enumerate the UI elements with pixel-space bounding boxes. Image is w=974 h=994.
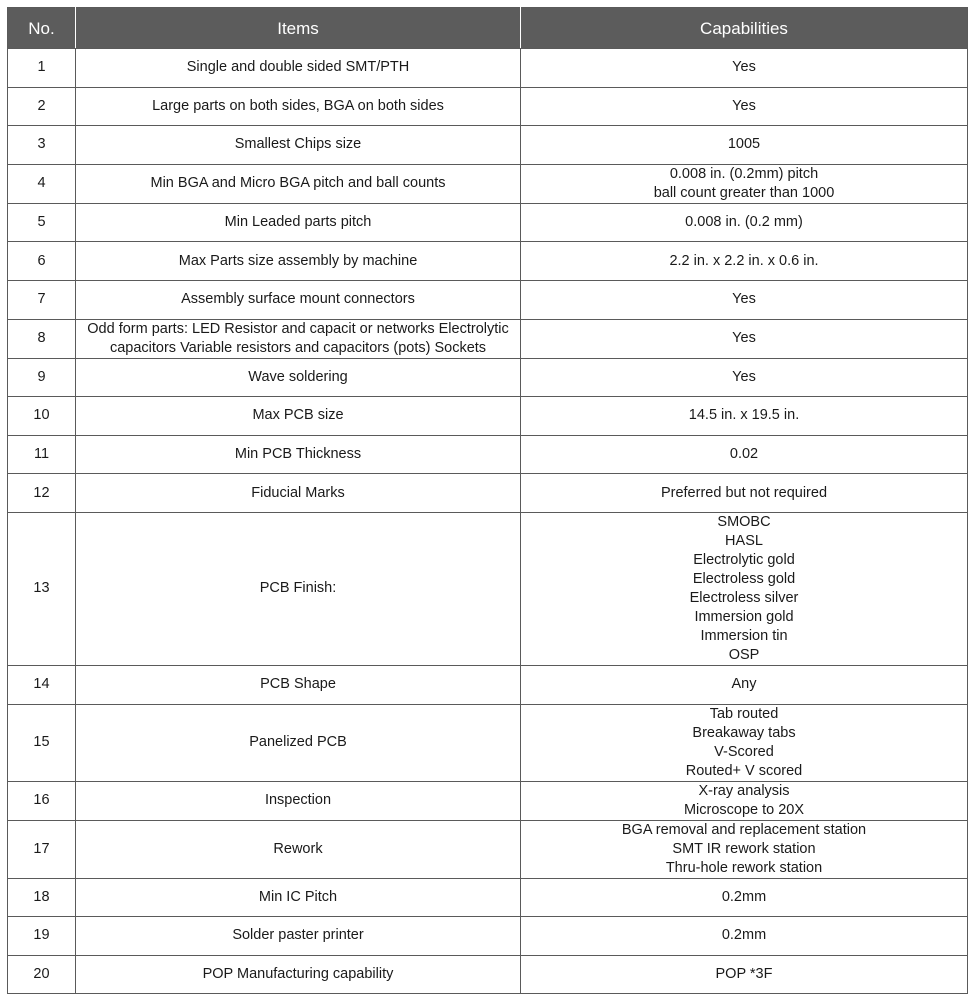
row-capability bbox=[521, 917, 968, 956]
capability-text-line: Yes bbox=[732, 330, 756, 347]
capability-text-line: Electrolytic gold bbox=[693, 551, 795, 568]
row-number: 17 bbox=[8, 820, 76, 878]
row-item bbox=[76, 955, 521, 994]
table-row bbox=[8, 87, 968, 126]
item-text-line: Min BGA and Micro BGA pitch and ball counts bbox=[150, 175, 446, 192]
row-item bbox=[76, 280, 521, 319]
capability-text-line: SMT IR rework station bbox=[672, 840, 816, 857]
row-item bbox=[76, 397, 521, 436]
item-text-line: PCB Finish: bbox=[259, 580, 337, 597]
table-row bbox=[8, 49, 968, 88]
capability-text-line: V-Scored bbox=[714, 743, 774, 760]
row-item bbox=[76, 358, 521, 397]
item-text-line: Max Parts size assembly by machine bbox=[178, 252, 418, 269]
capability-text-line: 1005 bbox=[727, 136, 761, 153]
table-row bbox=[8, 474, 968, 513]
row-capability bbox=[521, 435, 968, 474]
row-number: 5 bbox=[8, 203, 76, 242]
row-capability bbox=[521, 358, 968, 397]
capabilities-table-container bbox=[7, 7, 967, 994]
row-capability bbox=[521, 203, 968, 242]
row-number: 11 bbox=[8, 435, 76, 474]
capability-text-line: HASL bbox=[725, 532, 763, 549]
row-item bbox=[76, 474, 521, 513]
table-row bbox=[8, 917, 968, 956]
row-number: 9 bbox=[8, 358, 76, 397]
item-text-line: Fiducial Marks bbox=[251, 484, 345, 501]
table-row bbox=[8, 126, 968, 165]
row-capability bbox=[521, 474, 968, 513]
capability-text-line: OSP bbox=[728, 646, 760, 663]
row-number: 7 bbox=[8, 280, 76, 319]
table-row bbox=[8, 358, 968, 397]
row-capability bbox=[521, 164, 968, 203]
capability-text-line: Routed+ V scored bbox=[685, 762, 803, 779]
row-item bbox=[76, 87, 521, 126]
table-row bbox=[8, 820, 968, 878]
row-item bbox=[76, 242, 521, 281]
capability-text-line: Yes bbox=[732, 291, 756, 308]
capability-text-line: 14.5 in. x 19.5 in. bbox=[688, 407, 800, 424]
table-header bbox=[8, 8, 968, 49]
row-capability bbox=[521, 280, 968, 319]
capability-text-line: Any bbox=[731, 676, 757, 693]
row-item bbox=[76, 203, 521, 242]
row-item bbox=[76, 435, 521, 474]
row-number: 15 bbox=[8, 704, 76, 781]
row-number: 10 bbox=[8, 397, 76, 436]
row-item bbox=[76, 49, 521, 88]
row-item bbox=[76, 820, 521, 878]
item-text-line: Large parts on both sides, BGA on both sides bbox=[152, 97, 444, 114]
capability-text-line: POP *3F bbox=[715, 966, 773, 983]
capability-text-line: 0.02 bbox=[729, 446, 759, 463]
item-text-line: Smallest Chips size bbox=[234, 136, 362, 153]
item-text-line: Rework bbox=[273, 840, 323, 857]
row-item bbox=[76, 665, 521, 704]
row-number: 8 bbox=[8, 319, 76, 358]
row-item bbox=[76, 704, 521, 781]
capability-text-line: Immersion tin bbox=[700, 627, 788, 644]
table-row bbox=[8, 704, 968, 781]
table-row bbox=[8, 280, 968, 319]
row-number: 12 bbox=[8, 474, 76, 513]
capability-text-line: Yes bbox=[732, 59, 756, 76]
row-capability bbox=[521, 319, 968, 358]
table-row bbox=[8, 164, 968, 203]
item-text-line: Max PCB size bbox=[252, 407, 344, 424]
item-text-line: PCB Shape bbox=[260, 676, 336, 693]
capability-text-line: Microscope to 20X bbox=[683, 801, 805, 818]
column-header-capabilities: Capabilities bbox=[521, 8, 968, 49]
row-capability bbox=[521, 49, 968, 88]
row-number: 14 bbox=[8, 665, 76, 704]
table-row bbox=[8, 203, 968, 242]
table-row bbox=[8, 878, 968, 917]
item-text-line: Odd form parts: LED Resistor and capacit or networks Electrolytic bbox=[87, 320, 509, 337]
row-number: 16 bbox=[8, 781, 76, 820]
capability-text-line: Tab routed bbox=[709, 705, 779, 722]
capability-text-line: 0.008 in. (0.2mm) pitch bbox=[669, 165, 819, 182]
row-item bbox=[76, 164, 521, 203]
capability-text-line: 0.008 in. (0.2 mm) bbox=[685, 214, 803, 231]
item-text-line: Inspection bbox=[264, 792, 332, 809]
column-header-no: No. bbox=[8, 8, 76, 49]
table-row bbox=[8, 512, 968, 665]
row-capability bbox=[521, 126, 968, 165]
table-row bbox=[8, 665, 968, 704]
item-text-line: Min IC Pitch bbox=[258, 888, 338, 905]
table-row bbox=[8, 955, 968, 994]
capability-text-line: SMOBC bbox=[717, 513, 771, 530]
row-item bbox=[76, 781, 521, 820]
capability-text-line: Electroless gold bbox=[692, 570, 796, 587]
row-capability bbox=[521, 665, 968, 704]
row-capability bbox=[521, 878, 968, 917]
capability-text-line: 2.2 in. x 2.2 in. x 0.6 in. bbox=[669, 252, 819, 269]
item-text-line: capacitors Variable resistors and capacitors (pots) Sockets bbox=[109, 339, 487, 356]
capability-text-line: Electroless silver bbox=[689, 589, 799, 606]
capability-text-line: Yes bbox=[732, 97, 756, 114]
row-capability bbox=[521, 512, 968, 665]
capability-text-line: BGA removal and replacement station bbox=[621, 821, 867, 838]
capability-text-line: Breakaway tabs bbox=[692, 724, 796, 741]
table-body bbox=[8, 49, 968, 994]
item-text-line: Panelized PCB bbox=[249, 734, 347, 751]
capabilities-table bbox=[7, 7, 968, 994]
row-number: 3 bbox=[8, 126, 76, 165]
item-text-line: Solder paster printer bbox=[232, 927, 364, 944]
item-text-line: Min PCB Thickness bbox=[234, 446, 362, 463]
capability-text-line: Preferred but not required bbox=[660, 484, 828, 501]
row-number: 13 bbox=[8, 512, 76, 665]
item-text-line: POP Manufacturing capability bbox=[202, 966, 394, 983]
header-row bbox=[8, 8, 968, 49]
table-row bbox=[8, 781, 968, 820]
item-text-line: Single and double sided SMT/PTH bbox=[186, 59, 410, 76]
row-capability bbox=[521, 242, 968, 281]
row-capability bbox=[521, 820, 968, 878]
item-text-line: Assembly surface mount connectors bbox=[181, 291, 415, 308]
capability-text-line: Immersion gold bbox=[694, 608, 794, 625]
row-capability bbox=[521, 955, 968, 994]
capability-text-line: X-ray analysis bbox=[698, 782, 790, 799]
column-header-items: Items bbox=[76, 8, 521, 49]
row-item bbox=[76, 319, 521, 358]
item-text-line: Wave soldering bbox=[248, 368, 348, 385]
capability-text-line: 0.2mm bbox=[721, 888, 767, 905]
row-item bbox=[76, 878, 521, 917]
row-number: 19 bbox=[8, 917, 76, 956]
row-number: 20 bbox=[8, 955, 76, 994]
capability-text-line: ball count greater than 1000 bbox=[653, 184, 835, 201]
capability-text-line: Thru-hole rework station bbox=[665, 859, 823, 876]
table-row bbox=[8, 319, 968, 358]
row-number: 6 bbox=[8, 242, 76, 281]
row-number: 2 bbox=[8, 87, 76, 126]
table-row bbox=[8, 242, 968, 281]
row-capability bbox=[521, 87, 968, 126]
row-number: 4 bbox=[8, 164, 76, 203]
capability-text-line: 0.2mm bbox=[721, 927, 767, 944]
table-row bbox=[8, 397, 968, 436]
row-number: 1 bbox=[8, 49, 76, 88]
table-row bbox=[8, 435, 968, 474]
row-number: 18 bbox=[8, 878, 76, 917]
row-item bbox=[76, 917, 521, 956]
row-capability bbox=[521, 704, 968, 781]
item-text-line: Min Leaded parts pitch bbox=[224, 214, 372, 231]
row-item bbox=[76, 512, 521, 665]
capability-text-line: Yes bbox=[732, 368, 756, 385]
row-capability bbox=[521, 397, 968, 436]
row-capability bbox=[521, 781, 968, 820]
row-item bbox=[76, 126, 521, 165]
